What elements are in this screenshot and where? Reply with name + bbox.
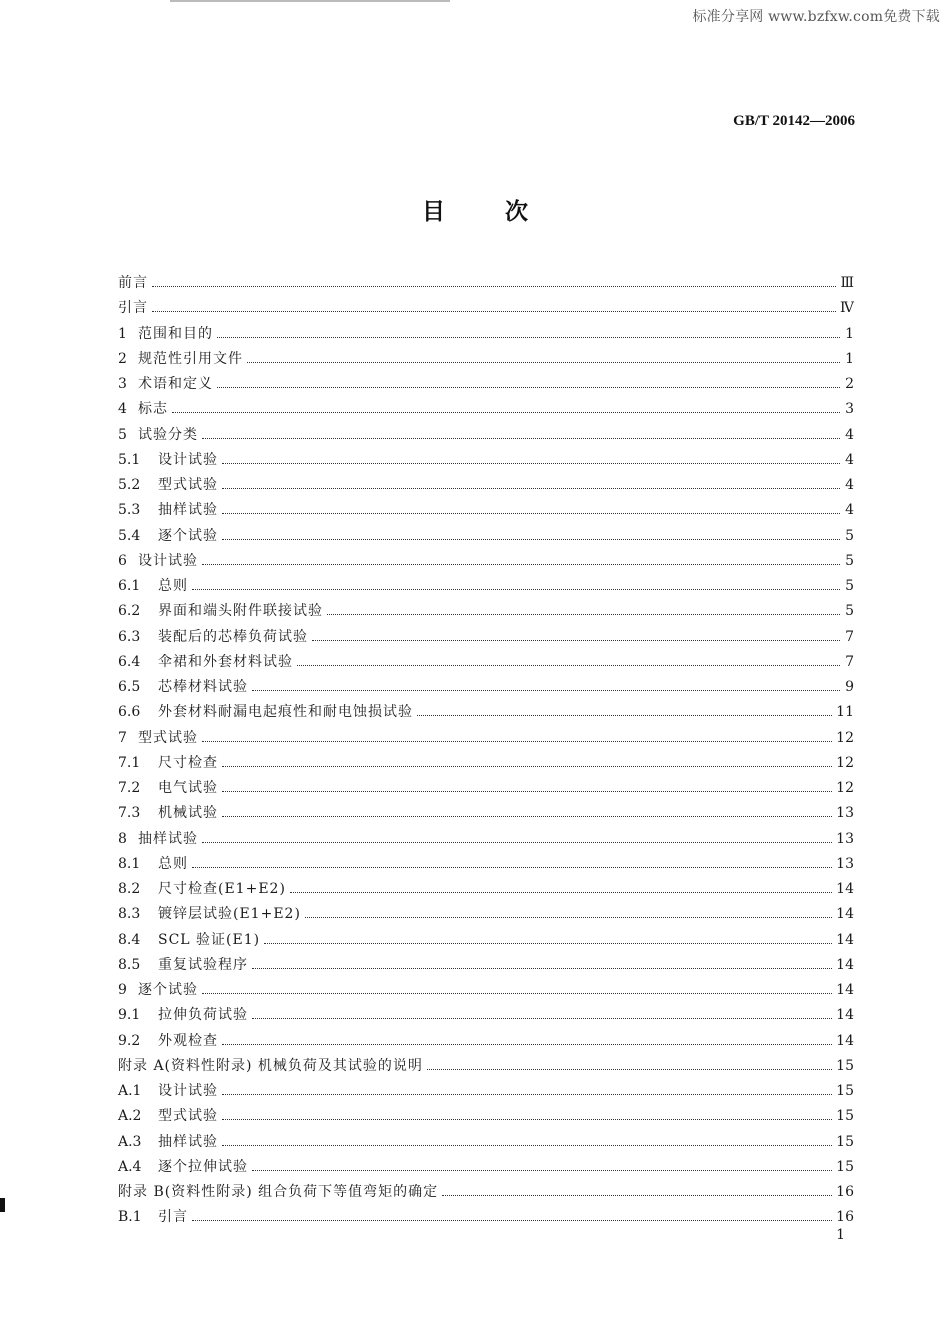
toc-entry-number: 7.2 [118, 780, 141, 796]
toc-entry-number: 6.5 [118, 679, 141, 695]
toc-entry-page: 14 [836, 1007, 854, 1024]
toc-entry-label: 外观检查 [158, 1032, 218, 1049]
toc-entry[interactable] [118, 347, 854, 372]
toc-leader-dots [222, 791, 832, 792]
toc-entry-label: 外套材料耐漏电起痕性和耐电蚀损试验 [158, 704, 413, 721]
toc-leader-dots [305, 917, 832, 918]
toc-entry[interactable] [118, 1054, 854, 1079]
toc-entry-label: SCL 验证(E1) [158, 931, 261, 948]
toc-entry[interactable] [118, 271, 854, 296]
toc-entry-label: 机械试验 [158, 805, 218, 822]
toc-leader-dots [252, 1018, 832, 1019]
toc-entry-number: 9 [118, 982, 127, 998]
toc-entry-number: A.4 [118, 1158, 142, 1175]
toc-entry-page: 15 [836, 1158, 854, 1175]
toc-entry-label: 术语和定义 [138, 376, 213, 392]
toc-entry-page: 4 [845, 477, 854, 493]
toc-entry[interactable] [118, 902, 854, 927]
toc-entry-page: 14 [836, 956, 854, 973]
toc-leader-dots [152, 286, 836, 287]
toc-entry[interactable] [118, 726, 854, 751]
toc-leader-dots [222, 1119, 832, 1120]
toc-entry-label: 型式试验 [138, 729, 198, 746]
toc-leader-dots [264, 943, 832, 944]
toc-leader-dots [222, 766, 832, 767]
toc-entry-number: 1 [118, 325, 127, 342]
toc-entry-label: 引言 [118, 300, 148, 317]
toc-leader-dots [222, 539, 840, 540]
toc-entry-page: 13 [836, 830, 854, 847]
toc-entry-number: 7.3 [118, 805, 141, 822]
toc-entry-page: 5 [845, 603, 854, 620]
toc-entry-number: 8.1 [118, 855, 141, 872]
toc-leader-dots [202, 564, 840, 565]
toc-leader-dots [252, 690, 840, 691]
toc-entry-page: 14 [836, 906, 854, 923]
toc-entry-label: 尺寸检查 [158, 754, 218, 771]
toc-entry-number: 9.1 [118, 1007, 141, 1024]
toc-entry[interactable] [118, 296, 854, 321]
toc-entry-number: 5.1 [118, 451, 141, 468]
toc-entry-page: 5 [845, 578, 854, 594]
toc-entry[interactable] [118, 928, 854, 953]
toc-entry[interactable] [118, 1104, 854, 1129]
toc-entry-page: 12 [836, 729, 854, 746]
watermark-text: 标准分享网 www.bzfxw.com免费下载 [692, 9, 940, 25]
toc-entry-number: 6.2 [118, 603, 141, 620]
toc-entry-page: 1 [845, 325, 854, 342]
toc-entry-number: 6.4 [118, 653, 141, 670]
toc-leader-dots [217, 387, 840, 388]
toc-entry-page: 3 [845, 401, 854, 418]
toc-entry-label: 抽样试验 [138, 830, 198, 847]
toc-entry-label: 试验分类 [138, 426, 198, 443]
toc-entry-page: 14 [836, 1032, 854, 1049]
toc-entry-number: 8 [118, 830, 127, 847]
toc-entry-number: 8.5 [118, 956, 141, 973]
toc-entry-number: 5.3 [118, 502, 141, 519]
toc-entry-label: 总则 [158, 855, 188, 872]
toc-entry-page: 4 [845, 426, 854, 443]
toc-entry-number: 5.2 [118, 477, 141, 493]
toc-leader-dots [327, 614, 840, 615]
toc-entry-page: 15 [836, 1108, 854, 1125]
toc-entry[interactable] [118, 801, 854, 826]
toc-entry-label: 设计试验 [158, 1083, 218, 1099]
scan-edge-mark [0, 1198, 5, 1212]
toc-leader-dots [202, 438, 840, 439]
toc-entry[interactable] [118, 852, 854, 877]
toc-entry-page: 4 [845, 451, 854, 468]
toc-entry[interactable] [118, 877, 854, 902]
toc-entry-page: 14 [836, 982, 854, 998]
toc-entry-page: 15 [836, 1133, 854, 1150]
toc-entry[interactable] [118, 1180, 854, 1205]
toc-entry[interactable] [118, 776, 854, 801]
toc-entry-page: 11 [836, 704, 854, 721]
toc-entry-page: 2 [845, 376, 854, 392]
toc-entry-label: 电气试验 [158, 780, 218, 796]
toc-leader-dots [222, 488, 840, 489]
toc-entry-page: 16 [836, 1184, 854, 1200]
toc-entry-label: 设计试验 [138, 552, 198, 569]
toc-entry-label: 装配后的芯棒负荷试验 [158, 628, 308, 645]
toc-entry-label: 前言 [118, 275, 148, 291]
toc-entry-number: A.1 [118, 1083, 142, 1099]
toc-entry[interactable] [118, 574, 854, 599]
page-number: 1 [836, 1227, 845, 1243]
toc-entry-label: 型式试验 [158, 1108, 218, 1125]
toc-entry-label: 引言 [158, 1209, 188, 1226]
toc-entry-page: 14 [836, 931, 854, 948]
toc-entry-page: 16 [836, 1209, 854, 1226]
toc-entry[interactable] [118, 700, 854, 725]
toc-entry-page: 4 [845, 502, 854, 519]
toc-entry[interactable] [118, 423, 854, 448]
toc-entry-label: 逐个拉伸试验 [158, 1158, 248, 1175]
standard-code: GB/T 20142—2006 [733, 113, 855, 129]
toc-entry-label: 抽样试验 [158, 1133, 218, 1150]
toc-entry-number: 6 [118, 552, 127, 569]
toc-entry-number: 7 [118, 729, 127, 746]
toc-leader-dots [192, 589, 840, 590]
toc-entry-label: 重复试验程序 [158, 956, 248, 973]
toc-entry-label: 伞裙和外套材料试验 [158, 653, 293, 670]
toc-entry-label: 抽样试验 [158, 502, 218, 519]
toc-entry[interactable] [118, 448, 854, 473]
toc-entry[interactable] [118, 599, 854, 624]
toc-entry[interactable] [118, 1079, 854, 1104]
toc-entry-label: 尺寸检查(E1+E2) [158, 881, 286, 897]
toc-entry[interactable] [118, 322, 854, 347]
toc-entry-page: Ⅳ [840, 300, 854, 317]
toc-entry[interactable] [118, 751, 854, 776]
toc-entry-number: 6.3 [118, 628, 141, 645]
toc-entry-label: 芯棒材料试验 [158, 679, 248, 695]
toc-title: 目 次 [421, 199, 528, 225]
toc-entry-label: 标志 [138, 401, 168, 418]
toc-leader-dots [252, 1170, 832, 1171]
toc-leader-dots [222, 1044, 832, 1045]
toc-entry-number: 4 [118, 401, 127, 418]
toc-entry-page: 7 [845, 653, 854, 670]
toc-entry[interactable] [118, 1205, 854, 1230]
toc-leader-dots [297, 665, 840, 666]
toc-entry-number: 5.4 [118, 527, 141, 544]
toc-entry[interactable] [118, 473, 854, 498]
toc-entry-label: 总则 [158, 578, 188, 594]
toc-entry[interactable] [118, 827, 854, 852]
toc-entry-label: 镀锌层试验(E1+E2) [158, 906, 301, 923]
toc-entry-label: 逐个试验 [158, 527, 218, 544]
toc-leader-dots [417, 715, 832, 716]
toc-leader-dots [222, 1094, 832, 1095]
toc-entry-page: 14 [836, 881, 854, 897]
toc-entry[interactable] [118, 650, 854, 675]
toc-entry-page: 15 [836, 1057, 854, 1074]
toc-entry-page: 12 [836, 780, 854, 796]
toc-leader-dots [247, 362, 840, 363]
toc-entry-page: Ⅲ [840, 275, 854, 291]
toc-entry-number: 6.6 [118, 704, 141, 721]
toc-entry[interactable] [118, 953, 854, 978]
toc-entry[interactable] [118, 675, 854, 700]
toc-leader-dots [217, 337, 840, 338]
toc-entry[interactable] [118, 1155, 854, 1180]
toc-entry[interactable] [118, 549, 854, 574]
toc-entry[interactable] [118, 1130, 854, 1155]
toc-entry-number: 8.4 [118, 931, 141, 948]
toc-entry-page: 7 [845, 628, 854, 645]
toc-leader-dots [290, 892, 832, 893]
toc-entry-page: 13 [836, 805, 854, 822]
toc-entry-number: 5 [118, 426, 127, 443]
toc-entry-page: 5 [845, 552, 854, 569]
toc-entry-number: 8.2 [118, 881, 141, 897]
toc-entry[interactable] [118, 1003, 854, 1028]
scan-artifact-line [170, 0, 450, 2]
toc-entry-number: 3 [118, 376, 127, 392]
toc-entry-label: 设计试验 [158, 451, 218, 468]
toc-leader-dots [427, 1069, 832, 1070]
toc-entry-number: A.2 [118, 1108, 142, 1125]
toc-entry-number: B.1 [118, 1209, 142, 1226]
toc-leader-dots [192, 1220, 832, 1221]
toc-entry[interactable] [118, 524, 854, 549]
toc-entry-page: 13 [836, 855, 854, 872]
toc-entry[interactable] [118, 498, 854, 523]
toc-entry-page: 1 [845, 350, 854, 367]
toc-leader-dots [222, 1145, 832, 1146]
toc-entry-number: 6.1 [118, 578, 141, 594]
toc-leader-dots [202, 993, 832, 994]
toc-entry[interactable] [118, 1029, 854, 1054]
toc-entry-label: 规范性引用文件 [138, 350, 243, 367]
toc-leader-dots [252, 968, 832, 969]
table-of-contents [118, 271, 854, 1231]
toc-entry-page: 15 [836, 1083, 854, 1099]
toc-leader-dots [172, 412, 840, 413]
toc-leader-dots [312, 640, 840, 641]
toc-entry-label: 型式试验 [158, 477, 218, 493]
toc-leader-dots [222, 513, 840, 514]
toc-leader-dots [202, 842, 832, 843]
toc-entry-label: 逐个试验 [138, 982, 198, 998]
toc-entry-label: 附录 B(资料性附录) 组合负荷下等值弯矩的确定 [118, 1184, 439, 1200]
toc-entry-number: A.3 [118, 1133, 142, 1150]
toc-entry[interactable] [118, 397, 854, 422]
toc-entry-page: 9 [845, 679, 854, 695]
toc-leader-dots [222, 816, 832, 817]
toc-leader-dots [442, 1195, 832, 1196]
toc-entry-number: 9.2 [118, 1032, 141, 1049]
toc-entry[interactable] [118, 978, 854, 1003]
toc-entry-number: 8.3 [118, 906, 141, 923]
toc-leader-dots [192, 867, 832, 868]
toc-entry-label: 界面和端头附件联接试验 [158, 603, 323, 620]
toc-entry-page: 5 [845, 527, 854, 544]
toc-entry-page: 12 [836, 754, 854, 771]
toc-entry-number: 2 [118, 350, 127, 367]
toc-leader-dots [152, 311, 836, 312]
toc-entry[interactable] [118, 372, 854, 397]
toc-entry-label: 范围和目的 [138, 325, 213, 342]
toc-entry-label: 拉伸负荷试验 [158, 1007, 248, 1024]
toc-leader-dots [222, 463, 840, 464]
toc-entry[interactable] [118, 625, 854, 650]
toc-entry-number: 7.1 [118, 754, 141, 771]
toc-leader-dots [202, 741, 832, 742]
toc-entry-label: 附录 A(资料性附录) 机械负荷及其试验的说明 [118, 1057, 423, 1074]
